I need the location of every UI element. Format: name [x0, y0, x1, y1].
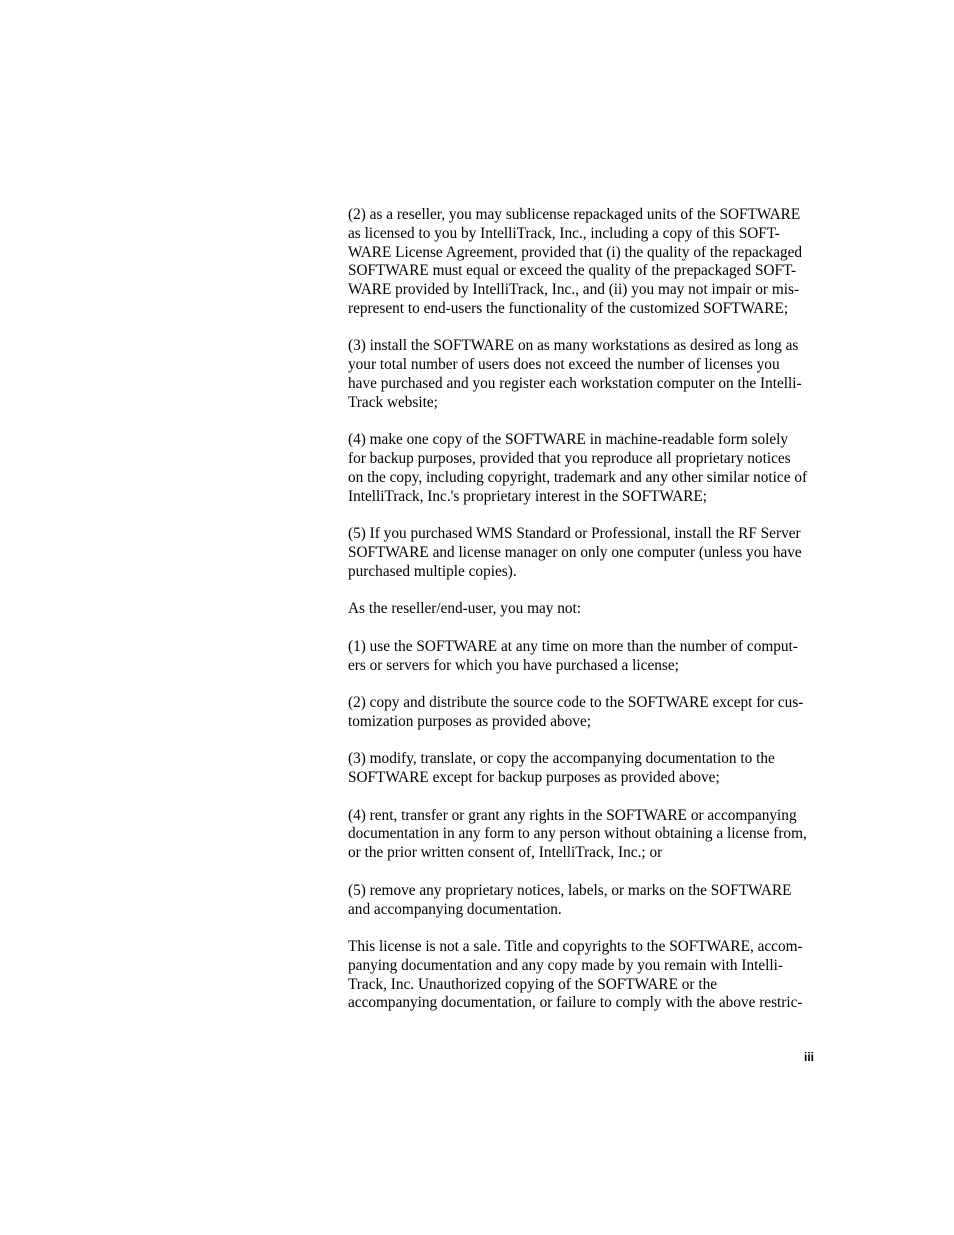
text-line: accompanying documentation, or failure to comply with the above restric- [348, 994, 803, 1012]
paragraph-gap [348, 619, 818, 638]
text-line: (4) rent, transfer or grant any rights in the SOFTWARE or accompanying [348, 806, 797, 824]
paragraph-sublicense [348, 206, 818, 319]
text-line: SOFTWARE must equal or exceed the quality of the prepackaged SOFT- [348, 262, 797, 280]
text-line: This license is not a sale. Title and copyrights to the SOFTWARE, accom- [348, 937, 803, 955]
text-line: ers or servers for which you have purchased a license; [348, 656, 679, 674]
text-line: (2) as a reseller, you may sublicense repackaged units of the SOFTWARE [348, 206, 801, 223]
paragraph-gap [348, 863, 818, 882]
text-line: SOFTWARE except for backup purposes as provided above; [348, 769, 720, 787]
paragraph-restriction-source-code [348, 694, 818, 732]
paragraph-not-a-sale [348, 938, 818, 1013]
text-line: Track, Inc. Unauthorized copying of the SOFTWARE or the [348, 975, 718, 993]
paragraph-install-workstations [348, 337, 818, 412]
text-line: WARE provided by IntelliTrack, Inc., and (ii) you may not impair or mis- [348, 281, 800, 299]
text-line: (3) modify, translate, or copy the accompanying documentation to the [348, 750, 775, 768]
paragraph-may-not-intro [348, 600, 818, 619]
text-line: for backup purposes, provided that you reproduce all proprietary notices [348, 450, 791, 468]
text-line: documentation in any form to any person without obtaining a license from, [348, 825, 807, 843]
text-line: as licensed to you by IntelliTrack, Inc., including a copy of this SOFT- [348, 224, 780, 242]
text-line: SOFTWARE and license manager on only one computer (unless you have [348, 544, 802, 562]
text-line: on the copy, including copyright, trademark and any other similar notice of [348, 468, 808, 486]
text-line: (1) use the SOFTWARE at any time on more than the number of comput- [348, 637, 798, 655]
paragraph-gap [348, 675, 818, 694]
text-line: (5) If you purchased WMS Standard or Professional, install the RF Server [348, 525, 801, 543]
text-line: IntelliTrack, Inc.'s proprietary interest in the SOFTWARE; [348, 487, 708, 505]
license-text-column [348, 206, 818, 1013]
text-line: Track website; [348, 393, 438, 411]
paragraph-gap [348, 919, 818, 938]
text-line: and accompanying documentation. [348, 900, 562, 918]
paragraph-restriction-notices [348, 882, 818, 920]
paragraph-rf-server [348, 525, 818, 581]
text-line: have purchased and you register each workstation computer on the Intelli- [348, 375, 802, 393]
paragraph-restriction-rent-transfer [348, 807, 818, 863]
text-line: As the reseller/end-user, you may not: [348, 600, 582, 618]
page-number: iii [803, 1050, 814, 1064]
paragraph-backup-copy [348, 431, 818, 506]
text-line: (5) remove any proprietary notices, labels, or marks on the SOFTWARE [348, 881, 792, 899]
text-line: (2) copy and distribute the source code to the SOFTWARE except for cus- [348, 694, 804, 712]
paragraph-gap [348, 507, 818, 526]
paragraph-gap [348, 413, 818, 432]
text-line: your total number of users does not exceed the number of licenses you [348, 356, 780, 374]
text-line: panying documentation and any copy made by you remain with Intelli- [348, 956, 783, 974]
paragraph-restriction-computers [348, 638, 818, 676]
paragraph-gap [348, 732, 818, 751]
text-line: represent to end-users the functionality of the customized SOFTWARE; [348, 299, 789, 317]
paragraph-gap [348, 788, 818, 807]
text-line: (4) make one copy of the SOFTWARE in machine-readable form solely [348, 431, 789, 449]
text-line: WARE License Agreement, provided that (i) the quality of the repackaged [348, 243, 803, 261]
text-line: or the prior written consent of, IntelliTrack, Inc.; or [348, 844, 663, 862]
text-line: purchased multiple copies). [348, 562, 517, 580]
paragraph-gap [348, 319, 818, 338]
paragraph-gap [348, 582, 818, 601]
text-line: (3) install the SOFTWARE on as many workstations as desired as long as [348, 337, 799, 355]
paragraph-restriction-documentation [348, 750, 818, 788]
text-line: tomization purposes as provided above; [348, 712, 591, 730]
